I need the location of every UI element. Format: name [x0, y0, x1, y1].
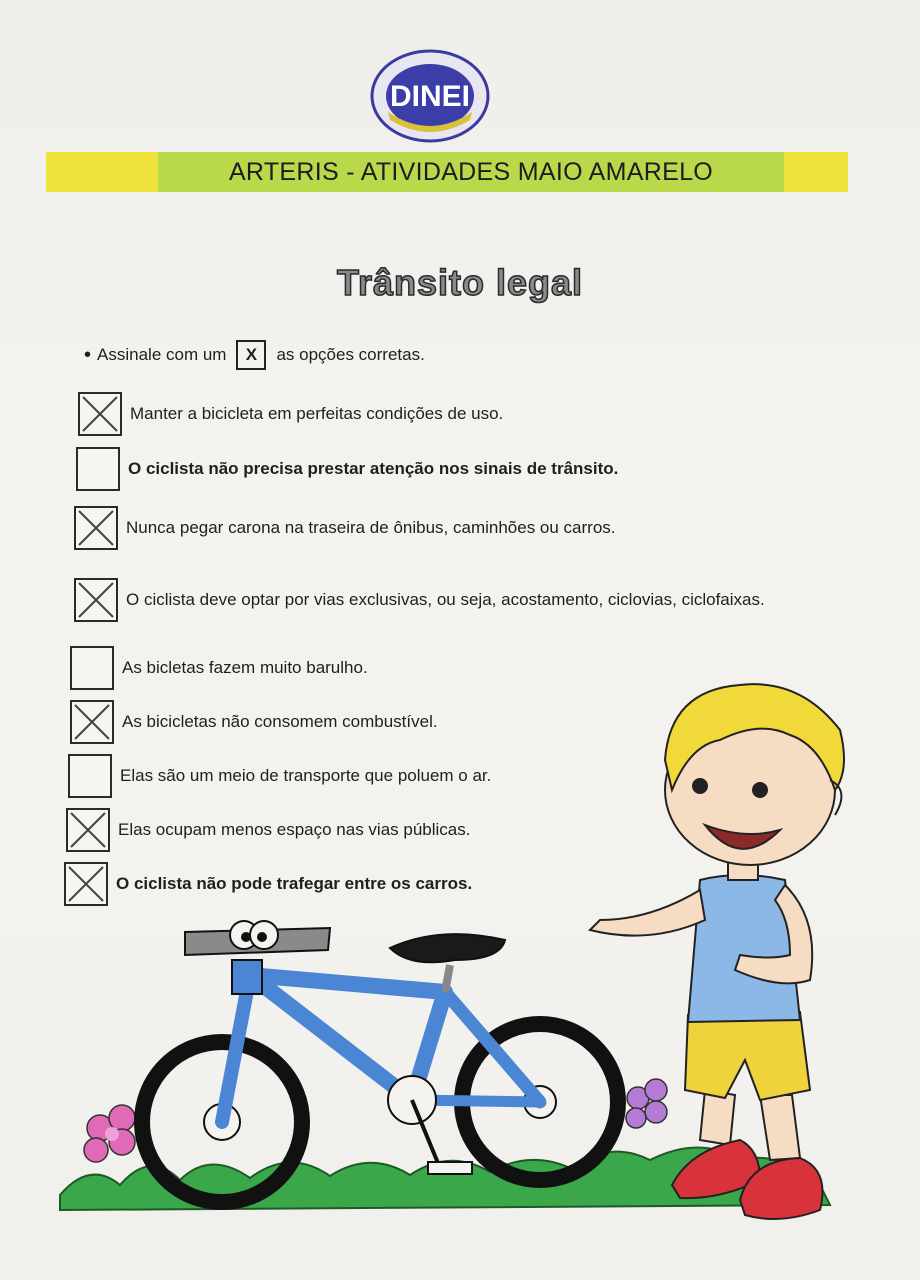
header-banner-highlight [158, 152, 784, 192]
check-x-icon [66, 864, 106, 904]
checklist-item-text: O ciclista não precisa prestar atenção nos sinais de trânsito. [128, 459, 619, 478]
checkbox-unchecked[interactable] [70, 646, 114, 690]
check-x-icon [80, 394, 120, 434]
example-mark-box: X [236, 340, 266, 370]
checklist-item [74, 506, 794, 550]
checkbox-checked[interactable] [70, 700, 114, 744]
checklist-item [66, 808, 626, 852]
checklist-item-text: As bicletas fazem muito barulho. [122, 658, 368, 677]
checklist-item-text: Elas são um meio de transporte que poluem o ar. [120, 766, 492, 785]
check-x-icon [76, 580, 116, 620]
banner-title: ARTERIS - ATIVIDADES MAIO AMARELO [228, 157, 714, 186]
checkbox-unchecked[interactable] [76, 447, 120, 491]
checklist-item [70, 646, 590, 690]
flower-right-illustration [626, 1079, 667, 1128]
checklist-item-text: As bicicletas não consomem combustível. [122, 712, 438, 731]
checkbox-checked[interactable] [64, 862, 108, 906]
bicycle-illustration [142, 921, 618, 1202]
checklist-item-text: O ciclista não pode trafegar entre os carros. [116, 874, 473, 893]
checklist-item-text: Elas ocupam menos espaço nas vias públicas. [118, 820, 471, 839]
checklist-item [68, 754, 628, 798]
grass-illustration [60, 1148, 830, 1211]
checklist-item-text: O ciclista deve optar por vias exclusivas, ou seja, acostamento, ciclovias, ciclofaixas. [126, 590, 765, 609]
checklist-item-text: Manter a bicicleta em perfeitas condições de uso. [130, 404, 504, 423]
check-x-icon [72, 702, 112, 742]
checklist-item [78, 392, 638, 436]
check-x-icon [68, 810, 108, 850]
instruction-line [84, 340, 425, 370]
dinei-logo [370, 48, 490, 144]
page-title: Trânsito legal [336, 262, 584, 303]
checkbox-checked[interactable] [74, 578, 118, 622]
boy-illustration [590, 684, 844, 1219]
instruction-before: Assinale com um [97, 345, 227, 364]
checklist-item [70, 700, 590, 744]
checkbox-checked[interactable] [74, 506, 118, 550]
checklist-item-text: Nunca pegar carona na traseira de ônibus, caminhões ou carros. [126, 518, 616, 537]
bullet: • [84, 343, 92, 366]
checkbox-checked[interactable] [78, 392, 122, 436]
checklist-item [76, 447, 776, 491]
logo-text: DINEI [389, 80, 471, 113]
header-banner [46, 152, 848, 192]
instruction-after: as opções corretas. [276, 345, 425, 364]
checklist-item [74, 578, 844, 622]
flower-left-illustration [84, 1105, 135, 1162]
checkbox-checked[interactable] [66, 808, 110, 852]
checkbox-unchecked[interactable] [68, 754, 112, 798]
check-x-icon [76, 508, 116, 548]
checklist-item [64, 862, 624, 906]
